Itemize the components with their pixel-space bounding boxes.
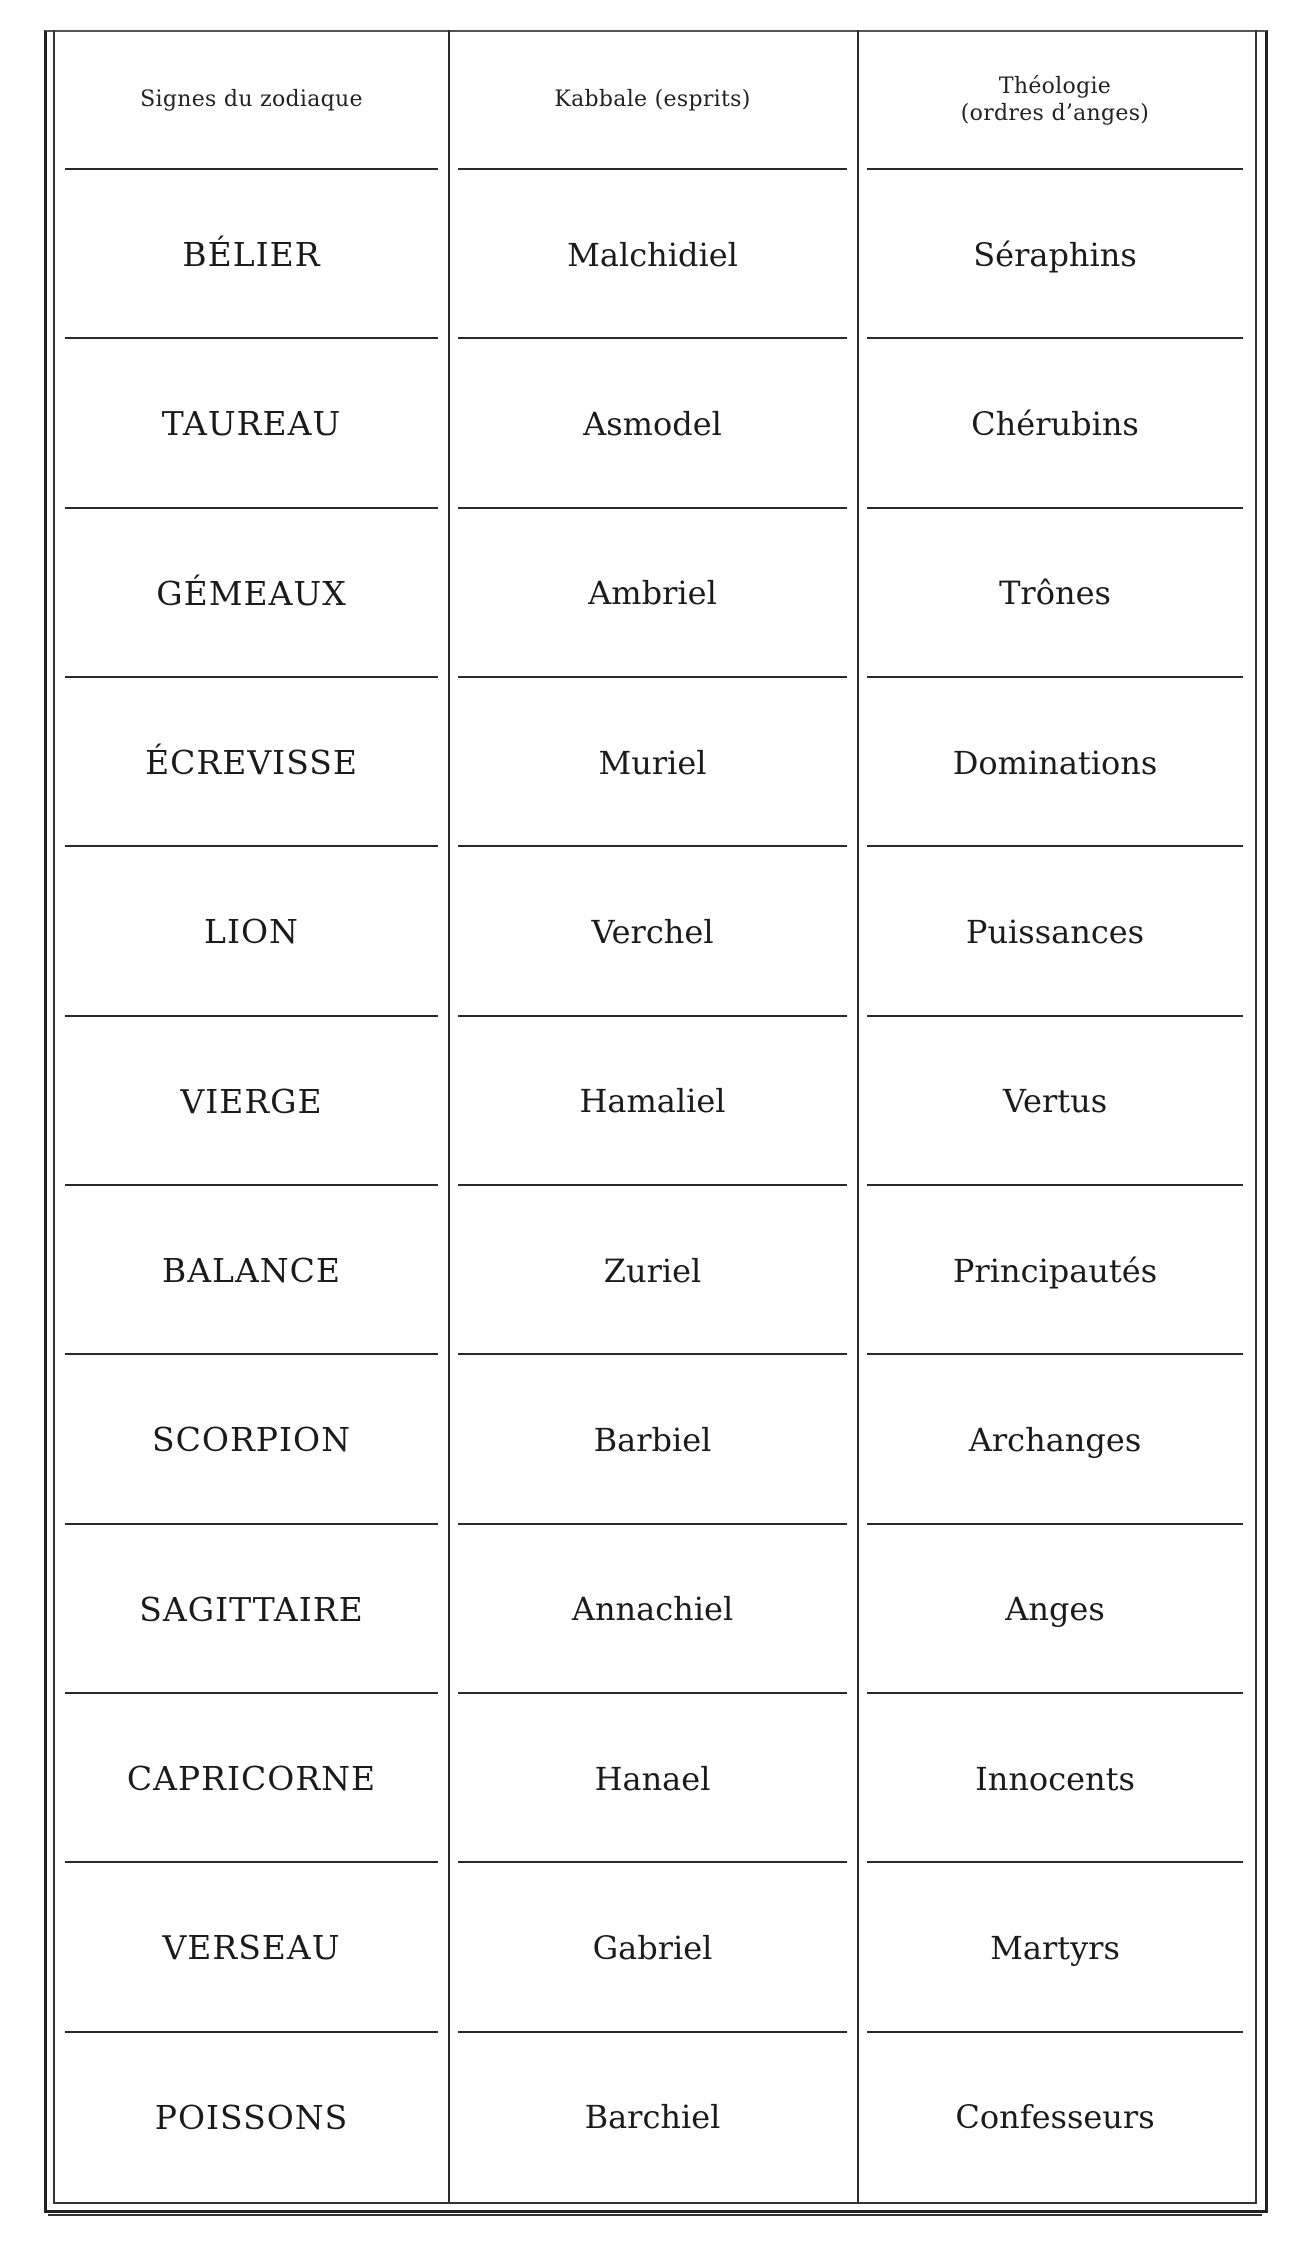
kabbale-spirit-text: Zuriel <box>603 1251 702 1290</box>
kabbale-spirit-cell <box>448 1525 857 1694</box>
table-bottom-double-rule <box>48 2214 1262 2216</box>
zodiac-sign-cell <box>55 1017 448 1186</box>
header-theologie-line2: (ordres d’anges) <box>960 101 1150 126</box>
angel-order-cell <box>857 1694 1253 1863</box>
angel-order-cell <box>857 2033 1253 2202</box>
angel-order-text: Puissances <box>965 912 1145 951</box>
angel-order-cell <box>857 170 1253 339</box>
header-cell-zodiac <box>55 30 448 170</box>
angel-order-text: Vertus <box>1002 1082 1108 1121</box>
zodiac-sign-text: VERSEAU <box>162 1928 341 1968</box>
kabbale-spirit-cell <box>448 170 857 339</box>
header-theologie-line1: Théologie <box>998 73 1112 99</box>
zodiac-angels-table <box>55 30 1253 2202</box>
zodiac-sign-text: CAPRICORNE <box>126 1759 377 1799</box>
angel-order-cell <box>857 1017 1253 1186</box>
kabbale-spirit-cell <box>448 1186 857 1355</box>
zodiac-sign-text: BÉLIER <box>182 235 321 275</box>
angel-order-cell <box>857 339 1253 508</box>
zodiac-sign-text: BALANCE <box>161 1251 342 1291</box>
angel-order-cell <box>857 509 1253 678</box>
angel-order-text: Séraphins <box>973 235 1137 274</box>
zodiac-sign-text: POISSONS <box>154 2097 349 2137</box>
angel-order-text: Confesseurs <box>955 2098 1155 2137</box>
angel-order-text: Martyrs <box>990 1928 1120 1967</box>
kabbale-spirit-text: Hanael <box>594 1759 711 1798</box>
angel-order-text: Principautés <box>952 1251 1158 1290</box>
zodiac-sign-cell <box>55 1863 448 2032</box>
zodiac-sign-cell <box>55 170 448 339</box>
header-theologie-label <box>961 73 1149 128</box>
kabbale-spirit-text: Ambriel <box>588 574 717 613</box>
angel-order-cell <box>857 847 1253 1016</box>
zodiac-sign-cell <box>55 1186 448 1355</box>
zodiac-sign-cell <box>55 1694 448 1863</box>
zodiac-sign-text: VIERGE <box>180 1081 323 1121</box>
zodiac-sign-text: SCORPION <box>152 1420 351 1460</box>
kabbale-spirit-cell <box>448 1017 857 1186</box>
angel-order-text: Anges <box>1005 1590 1105 1629</box>
kabbale-spirit-cell <box>448 847 857 1016</box>
angel-order-cell <box>857 1525 1253 1694</box>
zodiac-sign-text: LION <box>204 912 299 952</box>
kabbale-spirit-cell <box>448 2033 857 2202</box>
zodiac-sign-cell <box>55 678 448 847</box>
angel-order-text: Chérubins <box>971 404 1139 443</box>
angel-order-text: Trônes <box>999 574 1111 613</box>
zodiac-sign-cell <box>55 2033 448 2202</box>
angel-order-text: Dominations <box>952 743 1158 782</box>
zodiac-sign-text: GÉMEAUX <box>156 573 347 613</box>
header-cell-theologie <box>857 30 1253 170</box>
kabbale-spirit-cell <box>448 1355 857 1524</box>
angel-order-text: Archanges <box>968 1420 1142 1459</box>
kabbale-spirit-cell <box>448 1863 857 2032</box>
zodiac-sign-cell <box>55 509 448 678</box>
angel-order-cell <box>857 1355 1253 1524</box>
kabbale-spirit-cell <box>448 339 857 508</box>
header-cell-kabbale <box>448 30 857 170</box>
angel-order-cell <box>857 1863 1253 2032</box>
kabbale-spirit-text: Malchidiel <box>567 235 738 274</box>
zodiac-sign-cell <box>55 1355 448 1524</box>
header-zodiac-label: Signes du zodiaque <box>140 87 363 113</box>
angel-order-cell <box>857 678 1253 847</box>
zodiac-sign-text: SAGITTAIRE <box>139 1589 364 1629</box>
zodiac-sign-text: TAUREAU <box>161 404 342 444</box>
kabbale-spirit-cell <box>448 509 857 678</box>
kabbale-spirit-text: Barchiel <box>584 2098 721 2137</box>
kabbale-spirit-text: Gabriel <box>592 1928 713 1967</box>
kabbale-spirit-cell <box>448 1694 857 1863</box>
zodiac-sign-cell <box>55 847 448 1016</box>
header-kabbale-label: Kabbale (esprits) <box>554 87 751 113</box>
kabbale-spirit-text: Hamaliel <box>579 1082 726 1121</box>
angel-order-cell <box>857 1186 1253 1355</box>
zodiac-sign-text: ÉCREVISSE <box>145 743 358 783</box>
kabbale-spirit-text: Asmodel <box>583 404 722 443</box>
kabbale-spirit-cell <box>448 678 857 847</box>
kabbale-spirit-text: Muriel <box>598 743 707 782</box>
kabbale-spirit-text: Verchel <box>591 912 714 951</box>
angel-order-text: Innocents <box>975 1759 1135 1798</box>
zodiac-sign-cell <box>55 339 448 508</box>
kabbale-spirit-text: Barbiel <box>593 1420 712 1459</box>
kabbale-spirit-text: Annachiel <box>571 1590 734 1629</box>
zodiac-sign-cell <box>55 1525 448 1694</box>
